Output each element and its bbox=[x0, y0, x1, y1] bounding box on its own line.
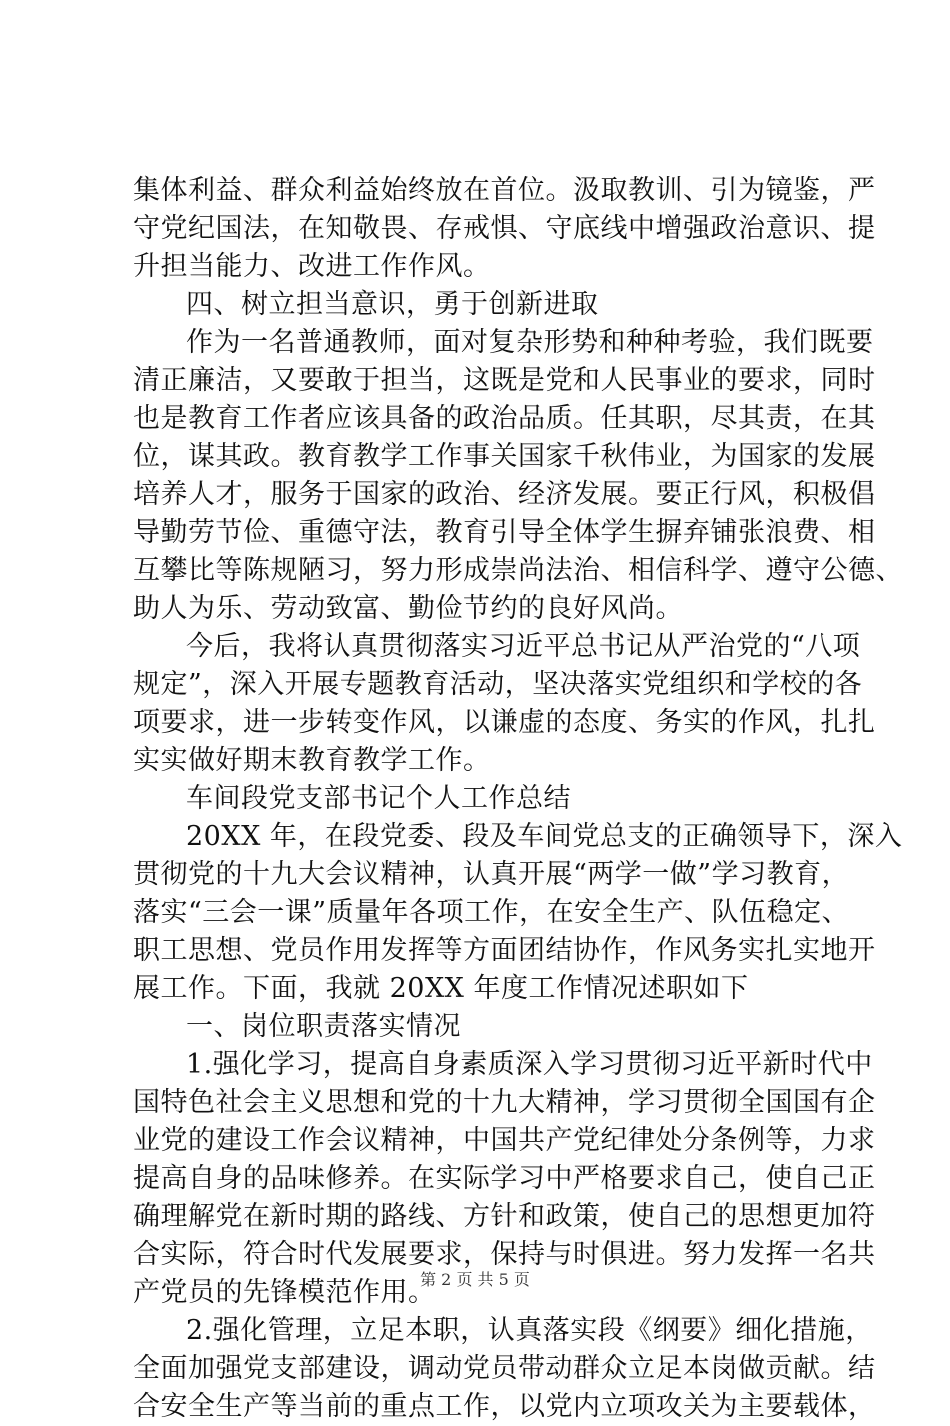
text-line: 确理解党在新时期的路线、方针和政策，使自己的思想更加符 bbox=[133, 1201, 876, 1232]
paragraph-start: 1.强化学习，提高自身素质深入学习贯彻习近平新时代中 bbox=[186, 1049, 873, 1080]
text-line: 实实做好期末教育教学工作。 bbox=[133, 745, 491, 776]
paragraph-start: 作为一名普通教师，面对复杂形势和种种考验，我们既要 bbox=[186, 327, 874, 358]
text-line: 也是教育工作者应该具备的政治品质。任其职，尽其责，在其 bbox=[133, 403, 876, 434]
section-heading: 四、树立担当意识，勇于创新进取 bbox=[186, 289, 599, 320]
document-body bbox=[133, 172, 903, 1426]
text-line: 培养人才，服务于国家的政治、经济发展。要正行风，积极倡 bbox=[133, 479, 876, 510]
text-line: 国特色社会主义思想和党的十九大精神，学习贯彻全国国有企 bbox=[133, 1087, 876, 1118]
paragraph-start: 今后，我将认真贯彻落实习近平总书记从严治党的“八项 bbox=[186, 631, 861, 662]
text-line: 清正廉洁，又要敢于担当，这既是党和人民事业的要求，同时 bbox=[133, 365, 876, 396]
document-title: 车间段党支部书记个人工作总结 bbox=[186, 783, 571, 814]
text-line: 升担当能力、改进工作作风。 bbox=[133, 251, 491, 282]
text-line: 位，谋其政。教育教学工作事关国家千秋伟业，为国家的发展 bbox=[133, 441, 876, 472]
text-line: 产党员的先锋模范作用。 bbox=[133, 1277, 436, 1308]
text-line: 展工作。下面，我就 20XX 年度工作情况述职如下 bbox=[133, 973, 749, 1004]
text-line: 规定”，深入开展专题教育活动，坚决落实党组织和学校的各 bbox=[133, 669, 863, 700]
text-line: 全面加强党支部建设，调动党员带动群众立足本岗做贡献。结 bbox=[133, 1353, 876, 1384]
text-line: 合安全生产等当前的重点工作，以党内立项攻关为主要载体， bbox=[133, 1391, 876, 1422]
text-line: 贯彻党的十九大会议精神，认真开展“两学一做”学习教育， bbox=[133, 859, 850, 890]
paragraph-start: 2.强化管理，立足本职，认真落实段《纲要》细化措施， bbox=[186, 1315, 873, 1346]
text-line: 业党的建设工作会议精神，中国共产党纪律处分条例等，力求 bbox=[133, 1125, 876, 1156]
text-line: 合实际，符合时代发展要求，保持与时俱进。努力发挥一名共 bbox=[133, 1239, 876, 1270]
text-line: 导勤劳节俭、重德守法，教育引导全体学生摒弃铺张浪费、相 bbox=[133, 517, 876, 548]
text-line: 互攀比等陈规陋习，努力形成崇尚法治、相信科学、遵守公德、 bbox=[133, 555, 903, 586]
paragraph-start: 20XX 年，在段党委、段及车间党总支的正确领导下，深入 bbox=[186, 821, 903, 852]
section-heading: 一、岗位职责落实情况 bbox=[186, 1011, 461, 1042]
text-line: 助人为乐、劳动致富、勤俭节约的良好风尚。 bbox=[133, 593, 683, 624]
text-line: 职工思想、党员作用发挥等方面团结协作，作风务实扎实地开 bbox=[133, 935, 876, 966]
page-number-footer: 第 2 页 共 5 页 bbox=[420, 1270, 530, 1289]
text-line: 集体利益、群众利益始终放在首位。汲取教训、引为镜鉴，严 bbox=[133, 175, 876, 206]
text-line: 落实“三会一课”质量年各项工作，在安全生产、队伍稳定、 bbox=[133, 897, 850, 928]
text-line: 守党纪国法，在知敬畏、存戒惧、守底线中增强政治意识、提 bbox=[133, 213, 876, 244]
text-line: 提高自身的品味修养。在实际学习中严格要求自己，使自己正 bbox=[133, 1163, 876, 1194]
text-line: 项要求，进一步转变作风，以谦虚的态度、务实的作风，扎扎 bbox=[133, 707, 876, 738]
